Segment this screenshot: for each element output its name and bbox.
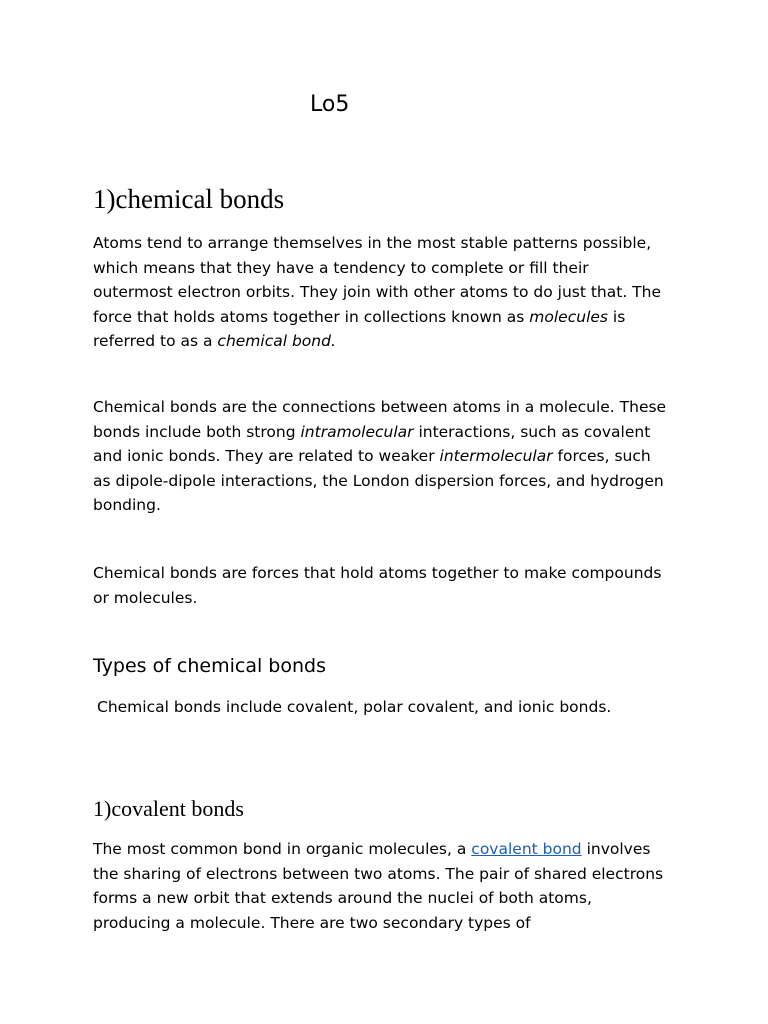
paragraph-text: involves the sharing of electrons between two atoms. The pair of shared electrons forms a new orbit that extends around the nuclei of both atoms, producing a molecule. There are two secondary types of (93, 840, 664, 932)
heading-chemical-bonds: 1)chemical bonds (93, 184, 285, 214)
document-title: Lo5 (310, 92, 350, 117)
paragraph-text: Chemical bonds are the connections between atoms in a molecule. These bonds include both strong (93, 398, 667, 441)
paragraph-bond-forces: Chemical bonds are forces that hold atoms together to make compounds or molecules. (93, 564, 662, 607)
paragraph-text: interactions, such as covalent and ionic bonds. They are related to weaker (93, 422, 651, 465)
italic-term-chemical-bond: chemical bond. (217, 332, 336, 350)
italic-term-intramolecular: intramolecular (300, 422, 414, 441)
paragraph-text: is referred to as a (93, 307, 626, 350)
paragraph-covalent-bond (93, 837, 673, 935)
paragraph-text: forces, such as dipole-dipole interactions, the London dispersion forces, and hydrogen bonding. (93, 447, 664, 514)
paragraph-text: Atoms tend to arrange themselves in the most stable patterns possible, which means that they have a tendency to complete or fill their outermost electron orbits. They join with other atoms to do just that. The force that holds atoms together in collections known as (93, 234, 662, 326)
paragraph-text: The most common bond in organic molecules, a (93, 840, 472, 858)
italic-term-intermolecular: intermolecular (439, 447, 553, 465)
heading-types-of-chemical-bonds: Types of chemical bonds (93, 655, 326, 677)
paragraph-bond-connections (93, 395, 673, 518)
italic-term-molecules: molecules (529, 307, 608, 326)
paragraph-atoms-arrangement (93, 231, 673, 354)
paragraph-bond-types: Chemical bonds include covalent, polar covalent, and ionic bonds. (97, 698, 612, 716)
covalent-bond-link[interactable]: covalent bond (471, 840, 582, 858)
heading-covalent-bonds: 1)covalent bonds (93, 796, 244, 821)
